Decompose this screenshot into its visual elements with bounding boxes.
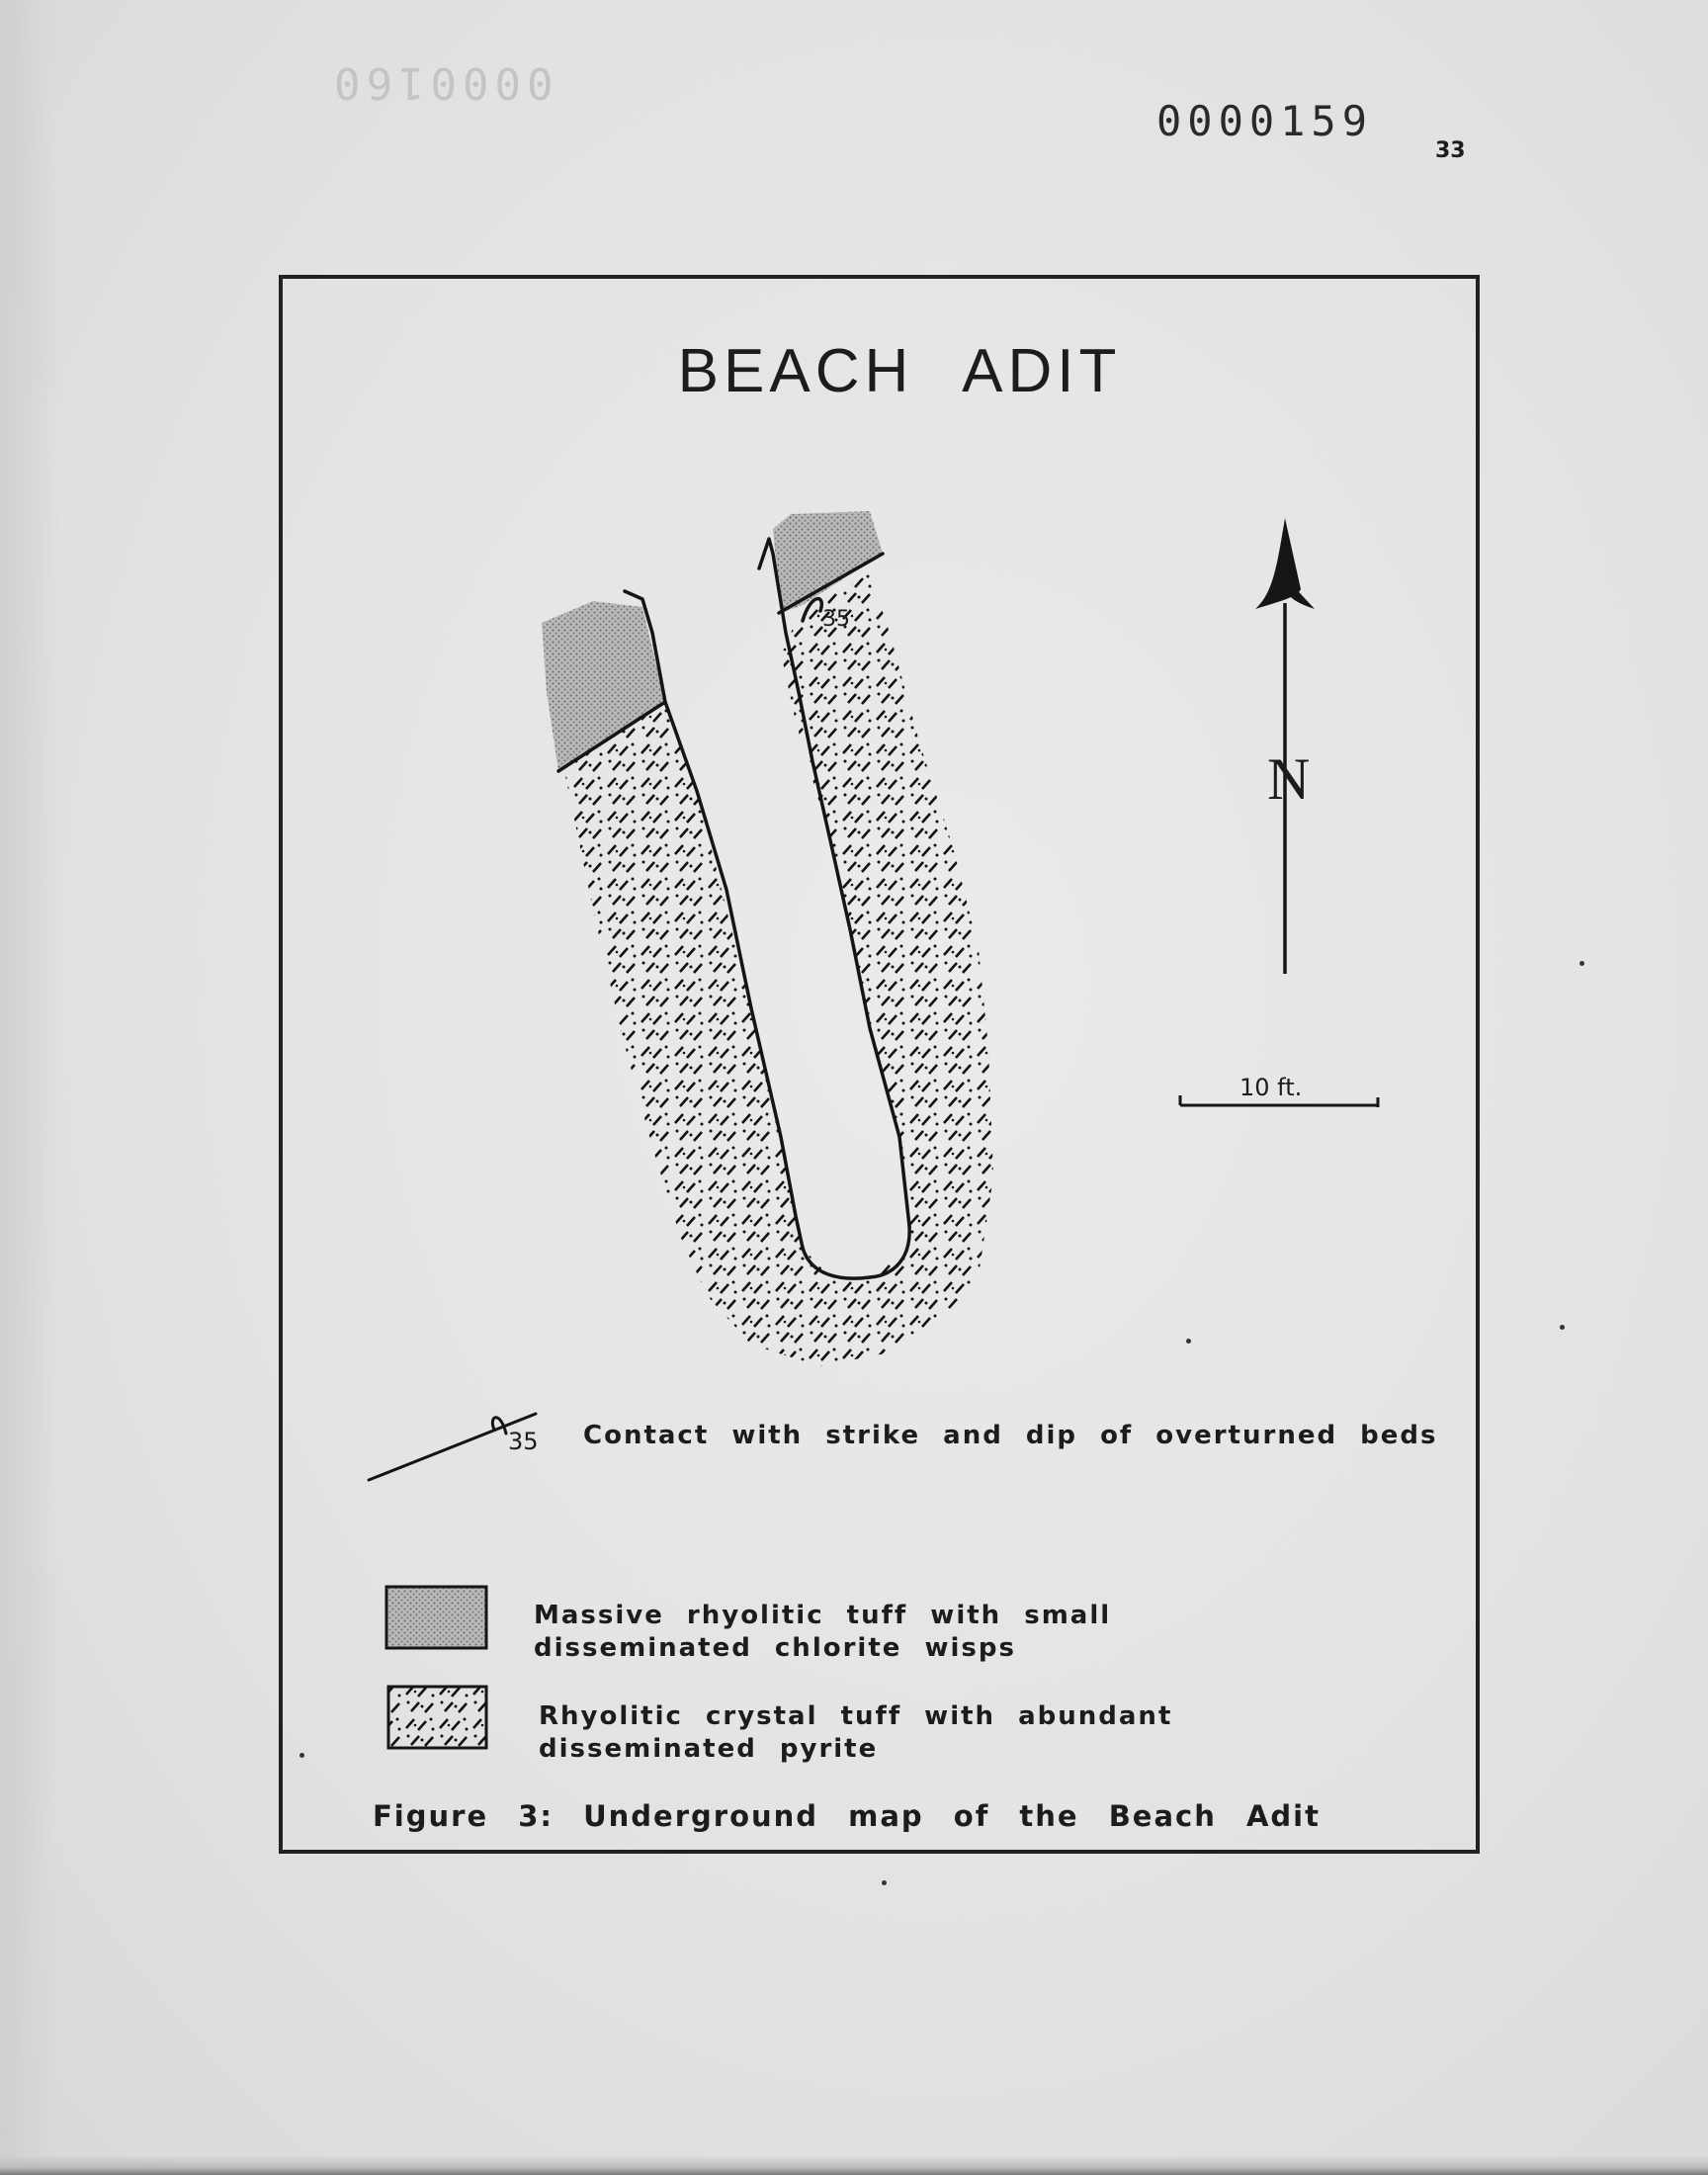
ghost-document-stamp: 0000160: [328, 57, 554, 108]
legend-massive-swatch: [386, 1587, 486, 1648]
legend-dip-value: 35: [508, 1428, 539, 1455]
scale-label: 10 ft.: [1239, 1074, 1303, 1101]
map-title: BEACH ADIT: [677, 337, 1122, 405]
north-label: N: [1267, 746, 1311, 812]
legend-massive-text: Massive rhyolitic tuff with small disseminated chlorite wisps: [534, 1601, 1112, 1663]
scan-speck: [299, 1753, 304, 1758]
scan-speck: [1580, 961, 1584, 966]
figure-caption: Figure 3: Underground map of the Beach Adit: [373, 1799, 1321, 1833]
legend-crystal-text: Rhyolitic crystal tuff with abundant disseminated pyrite: [539, 1701, 1173, 1764]
adit-floor-end: [803, 1226, 909, 1278]
dip-value-label: 35: [822, 607, 850, 632]
document-number-stamp: 0000159: [1156, 97, 1374, 145]
page-number: 33: [1435, 138, 1466, 163]
legend-contact-text: Contact with strike and dip of overturned beds: [583, 1421, 1438, 1450]
scan-speck: [1560, 1325, 1565, 1330]
scan-speck: [1186, 1339, 1191, 1344]
legend-crystal-swatch: [388, 1687, 486, 1748]
scan-speck: [882, 1880, 887, 1885]
